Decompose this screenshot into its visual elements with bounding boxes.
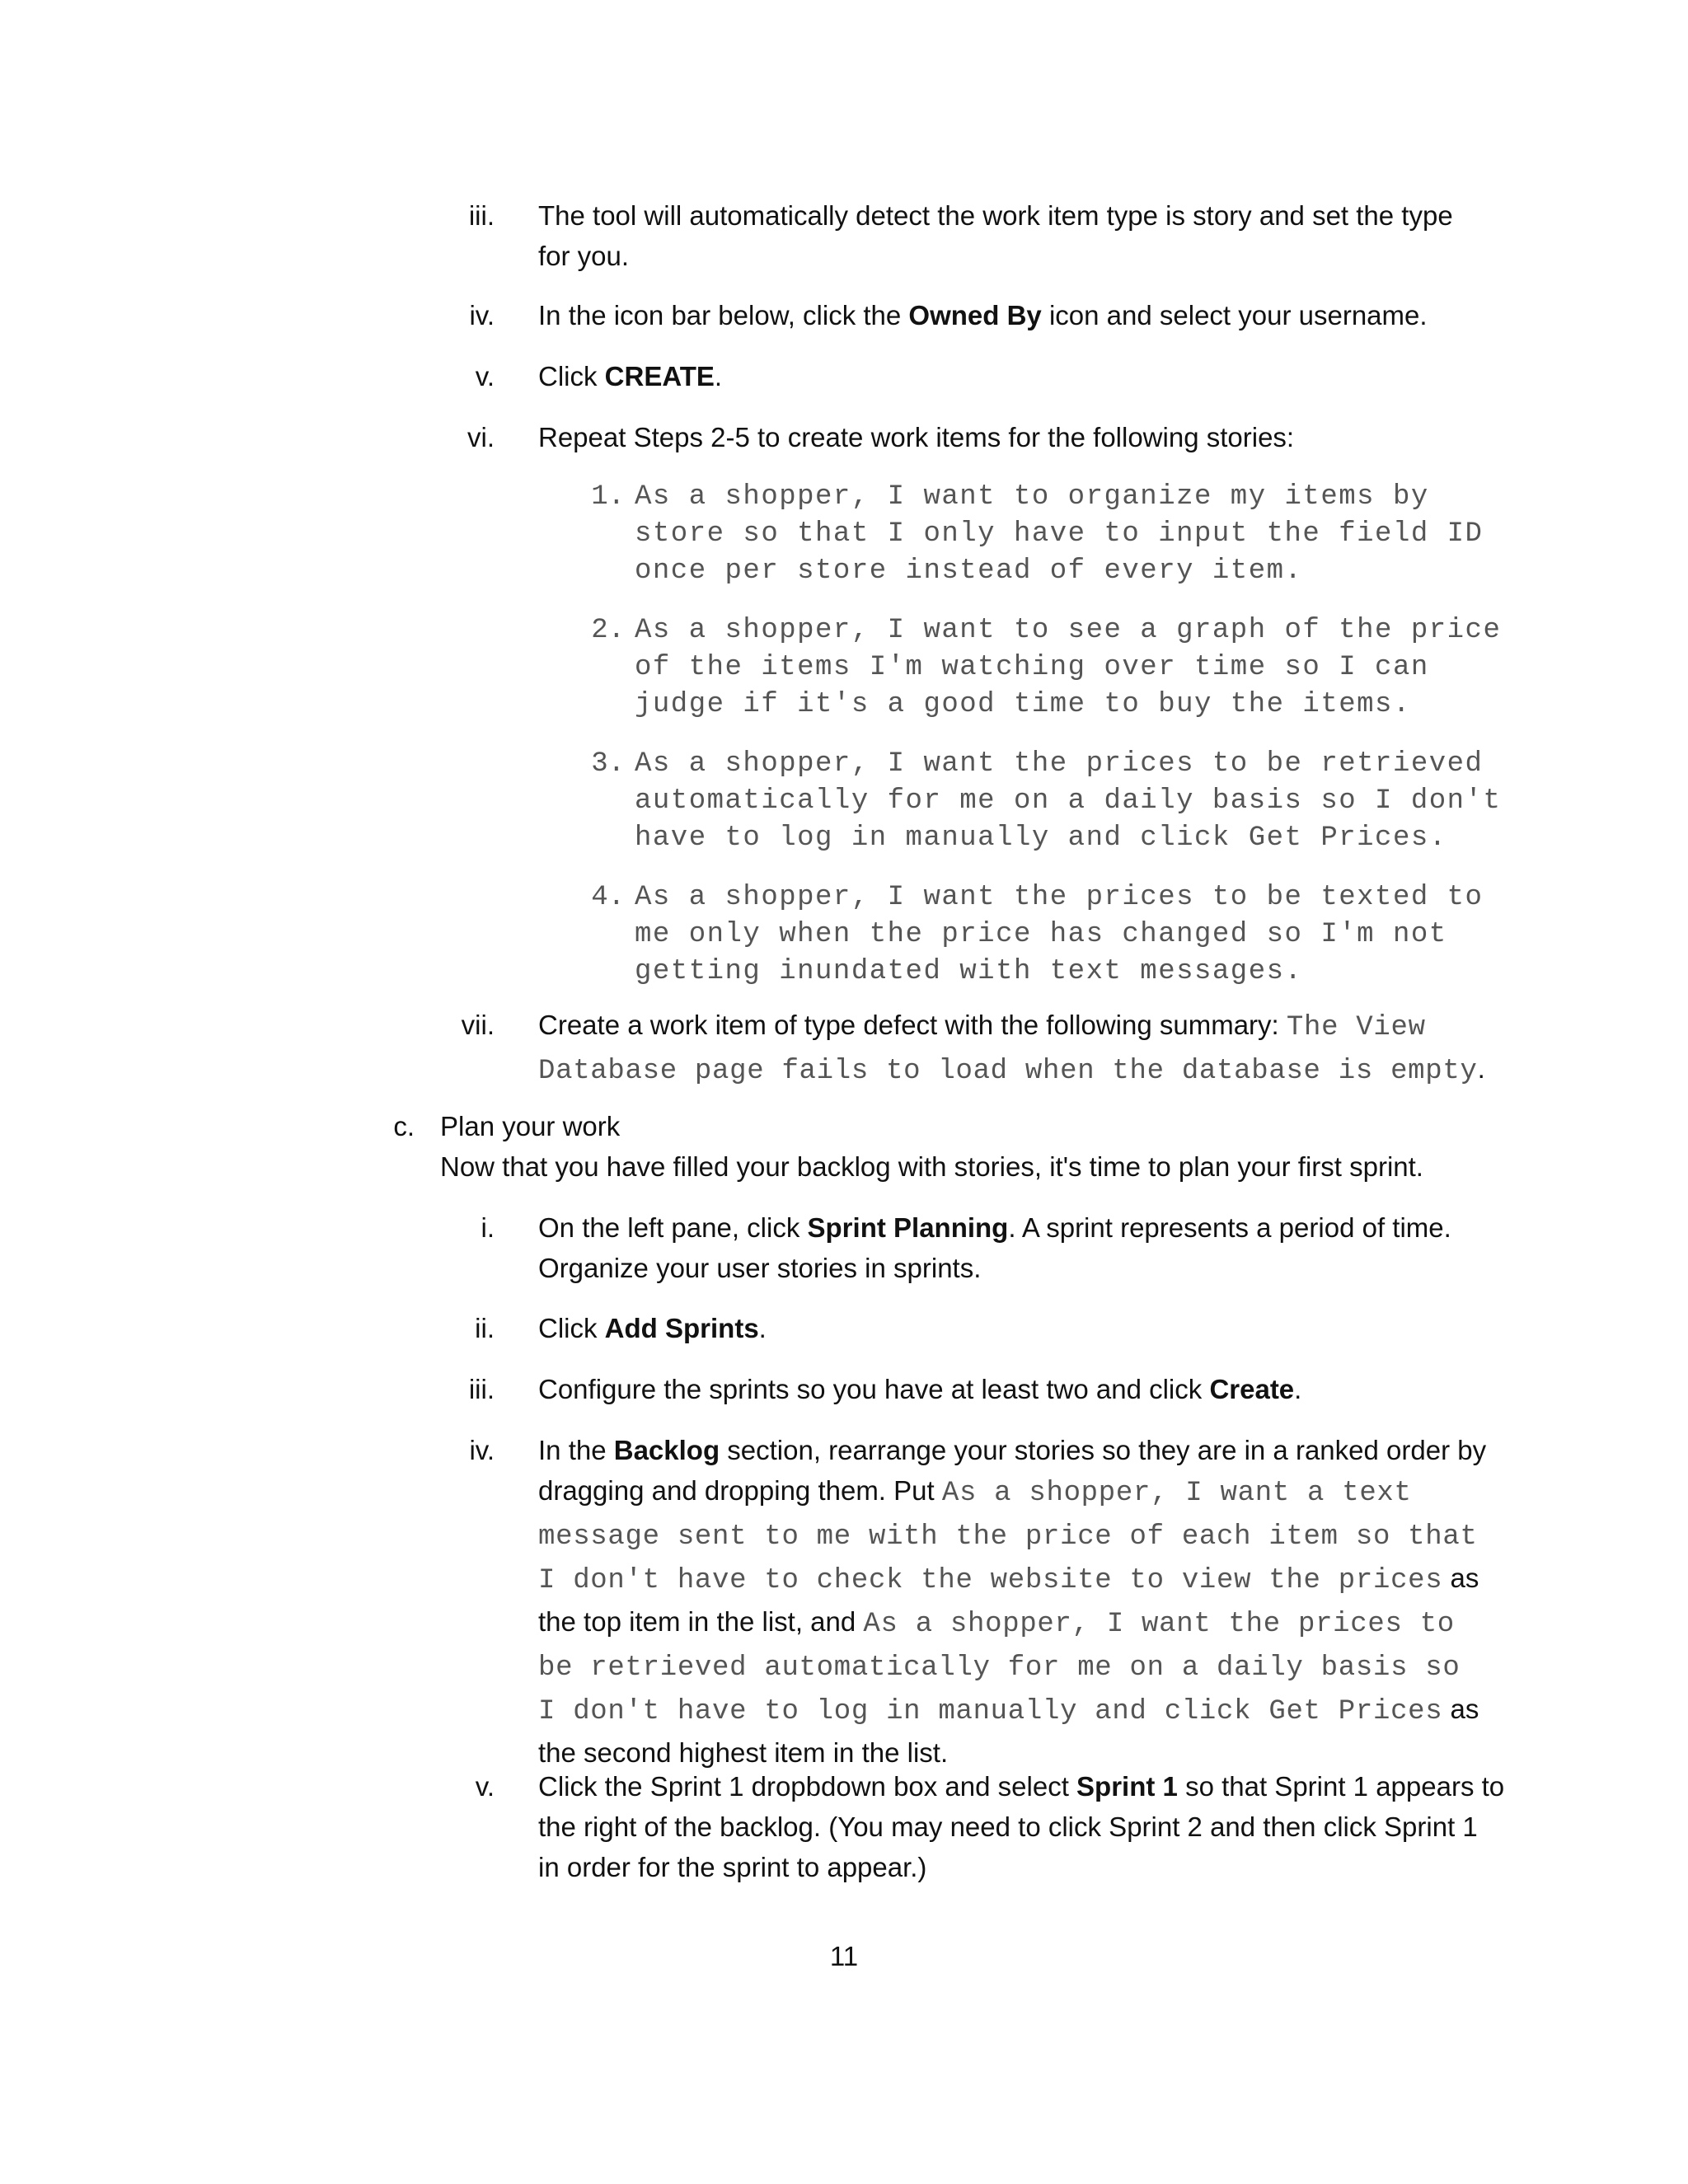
sprint-planning-label: Sprint Planning [807,1212,1009,1243]
list-item-text: As a shopper, I want to see a graph of the price of the items I'm watching over time so I can judge if it's a good time to buy the items. [635,615,1502,720]
list-item [584,879,1558,991]
step-text-end: . [714,361,723,391]
step-text: Configure the sprints so you have at least two and click [538,1374,1210,1404]
step-text-line8: the second highest item in the list. [538,1737,949,1768]
step-number: vi. [467,422,495,452]
step-text-line2: the right of the backlog. (You may need to click Sprint 2 and then click Sprint 1 [538,1811,1478,1842]
step-text-line5: the top item in the list, and [538,1606,864,1637]
step-text-end: icon and select your username. [1041,300,1428,330]
step-number: iv. [469,1435,495,1465]
step-number: ii. [475,1313,495,1343]
story-code-second: As a shopper, I want the prices to [863,1609,1455,1640]
step-number: v. [475,1771,495,1802]
step-text: Create a work item of type defect with the following summary: [538,1010,1287,1040]
list-item [584,479,1558,590]
story-code-top: As a shopper, I want a text [941,1478,1412,1509]
create-label: CREATE [604,361,715,391]
step-text-end: . [1294,1374,1302,1404]
section-title: Plan your work [440,1111,621,1141]
step-text: Repeat Steps 2-5 to create work items for the following stories: [538,422,1295,452]
list-item-text: As a shopper, I want the prices to be retrieved automatically for me on a daily basis so I don't have to log in manually and click Get Prices. [635,748,1502,854]
list-item [584,612,1558,724]
step-text-line7: as [1442,1694,1479,1724]
step-number: iv. [469,300,495,330]
step-text-continued: for you. [538,241,630,271]
step-text-line4: as [1442,1563,1479,1593]
step-text: Click [538,1313,605,1343]
step-text-end: . [1477,1053,1485,1084]
step-text-end: . [758,1313,767,1343]
defect-summary-code-continued: Database page fails to load when the database is empty [538,1056,1478,1087]
story-code-second-line2: be retrieved automatically for me on a daily basis so [538,1652,1461,1684]
list-item-number: 2. [591,615,625,646]
step-text: Click [538,361,605,391]
create-label: Create [1209,1374,1295,1404]
list-item [584,746,1558,857]
step-text-line2: dragging and dropping them. Put [538,1475,942,1506]
step-text-end: section, rearrange your stories so they are in a ranked order by [720,1435,1487,1465]
owned-by-label: Owned By [908,300,1042,330]
step-number: iii. [468,200,495,231]
step-text-end: . A sprint represents a period of time. [1008,1212,1451,1243]
story-code-top-line3: I don't have to check the website to view the prices [538,1565,1443,1596]
story-code-second-line3: I don't have to log in manually and click Get Prices [538,1696,1443,1727]
step-text: In the icon bar below, click the [538,300,909,330]
step-text-continued: Organize your user stories in sprints. [538,1253,982,1283]
add-sprints-label: Add Sprints [604,1313,759,1343]
list-item-text: As a shopper, I want the prices to be texted to me only when the price has changed so I'm not getting inundated with text messages. [635,882,1484,987]
backlog-label: Backlog [613,1435,720,1465]
step-number: v. [475,361,495,391]
sprint-1-label: Sprint 1 [1076,1771,1178,1802]
step-text: In the [538,1435,614,1465]
step-number: iii. [468,1374,495,1404]
step-text: On the left pane, click [538,1212,808,1243]
step-number: vii. [461,1010,495,1040]
list-item-number: 1. [591,481,625,513]
step-text-end: so that Sprint 1 appears to [1177,1771,1505,1802]
step-text-line3: in order for the sprint to appear.) [538,1852,927,1882]
story-list [584,479,1558,1013]
story-code-top-line2: message sent to me with the price of each item so that [538,1521,1478,1553]
section-intro: Now that you have filled your backlog with stories, it's time to plan your first sprint. [440,1151,1423,1182]
list-item-number: 3. [591,748,625,780]
page-number: 11 [829,1941,859,1971]
step-text: Click the Sprint 1 dropbdown box and select [538,1771,1077,1802]
step-text: The tool will automatically detect the work item type is story and set the type [538,200,1453,231]
list-item-number: 4. [591,882,625,913]
list-item-text: As a shopper, I want to organize my items by store so that I only have to input the field ID once per store instead of every item. [635,481,1484,587]
section-letter: c. [393,1111,415,1141]
defect-summary-code: The View [1286,1012,1426,1043]
step-number: i. [481,1212,495,1243]
